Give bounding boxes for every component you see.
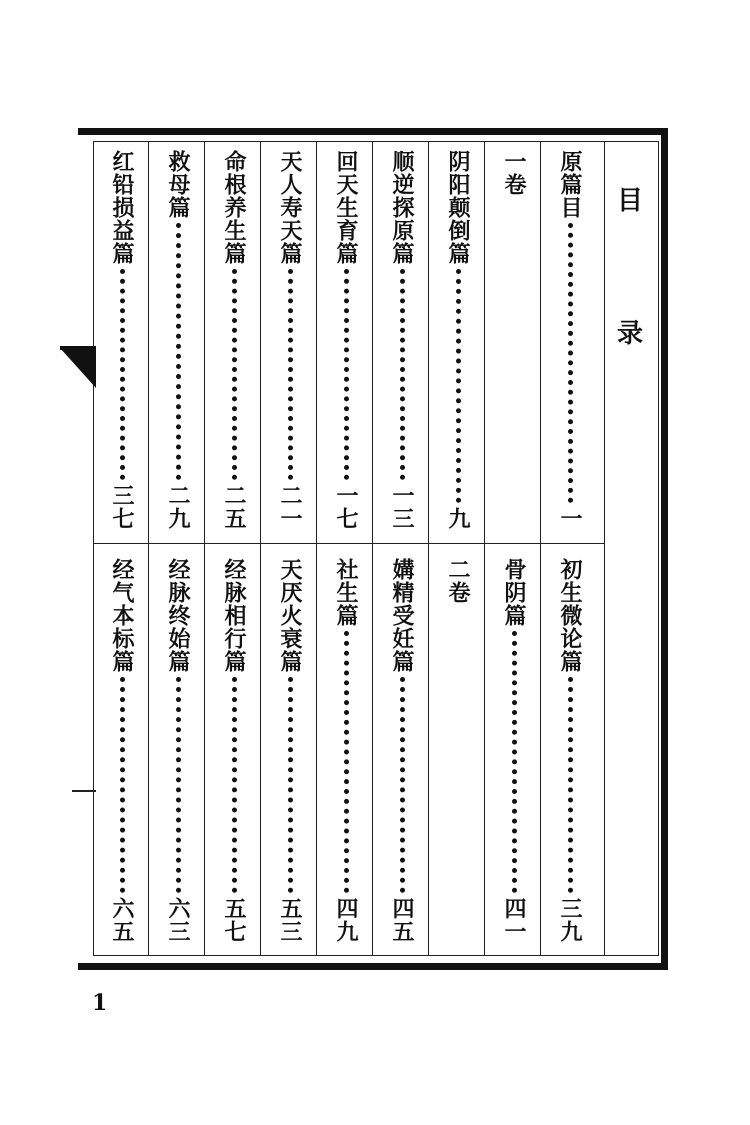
page-title [610,180,650,350]
leader-dots [176,223,181,480]
toc-entry [206,150,262,530]
entry-page: 二九 [165,484,191,530]
entry-title: 回天生育篇 [333,150,359,265]
toc-entry [94,558,150,943]
column-divider [604,141,605,956]
toc-entry [262,150,318,530]
page-number: 1 [92,990,108,1016]
leader-dots [400,677,405,893]
entry-page: 一三 [389,484,415,530]
entry-page: 二五 [221,484,247,530]
leader-dots [120,269,125,480]
entry-page: 一 [557,507,583,530]
leader-dots [232,677,237,893]
toc-entry [486,558,542,943]
entry-page: 二一 [277,484,303,530]
leader-dots [344,269,349,480]
title-char: 录 [616,319,643,349]
entry-title: 一卷 [501,150,527,196]
entry-title: 媾精受妊篇 [389,558,415,673]
toc-entry [150,150,206,530]
entry-title: 阴阳颠倒篇 [445,150,471,265]
entry-page: 四一 [501,897,527,943]
side-tab-triangle [60,348,96,388]
leader-dots [512,631,517,893]
entry-title: 初生微论篇 [557,558,583,673]
entry-page: 四九 [333,897,359,943]
entry-title: 经脉终始篇 [165,558,191,673]
entry-title: 红铅损益篇 [109,150,135,265]
toc-entry [430,150,486,530]
leader-dots [232,269,237,480]
entry-page: 九 [445,507,471,530]
toc-entry [374,558,430,943]
entry-page: 五三 [277,897,303,943]
entry-title: 天厌火衰篇 [277,558,303,673]
entry-title: 社生篇 [333,558,359,627]
entry-title: 顺逆探原篇 [389,150,415,265]
leader-dots [344,631,349,893]
entry-title: 经气本标篇 [109,558,135,673]
entry-page: 五七 [221,897,247,943]
toc-entry [262,558,318,943]
toc-entry [318,150,374,530]
entry-page: 三七 [109,484,135,530]
toc-entry [486,150,542,530]
entry-title: 二卷 [445,558,471,604]
entry-title: 骨阴篇 [501,558,527,627]
entry-page: 四五 [389,897,415,943]
leader-dots [456,269,461,503]
entry-title: 救母篇 [165,150,191,219]
row-divider [93,543,604,544]
leader-dots [288,269,293,480]
entry-title: 命根养生篇 [221,150,247,265]
title-char: 目 [616,186,643,216]
leader-dots [176,677,181,893]
toc-entry [542,558,598,943]
leader-dots [400,269,405,480]
entry-title: 原篇目 [557,150,583,219]
leader-dots [568,223,573,503]
entry-page: 六五 [109,897,135,943]
toc-entry [318,558,374,943]
toc-entry [430,558,486,943]
toc-entry [542,150,598,530]
entry-page: 三九 [557,897,583,943]
leader-dots [120,677,125,893]
entry-title: 天人寿天篇 [277,150,303,265]
leader-dots [568,677,573,893]
side-tick-mark [72,790,96,792]
entry-page: 六三 [165,897,191,943]
toc-entry [94,150,150,530]
toc-entry [150,558,206,943]
entry-page: 一七 [333,484,359,530]
entry-title: 经脉相行篇 [221,558,247,673]
toc-entry [206,558,262,943]
toc-entry [374,150,430,530]
leader-dots [288,677,293,893]
